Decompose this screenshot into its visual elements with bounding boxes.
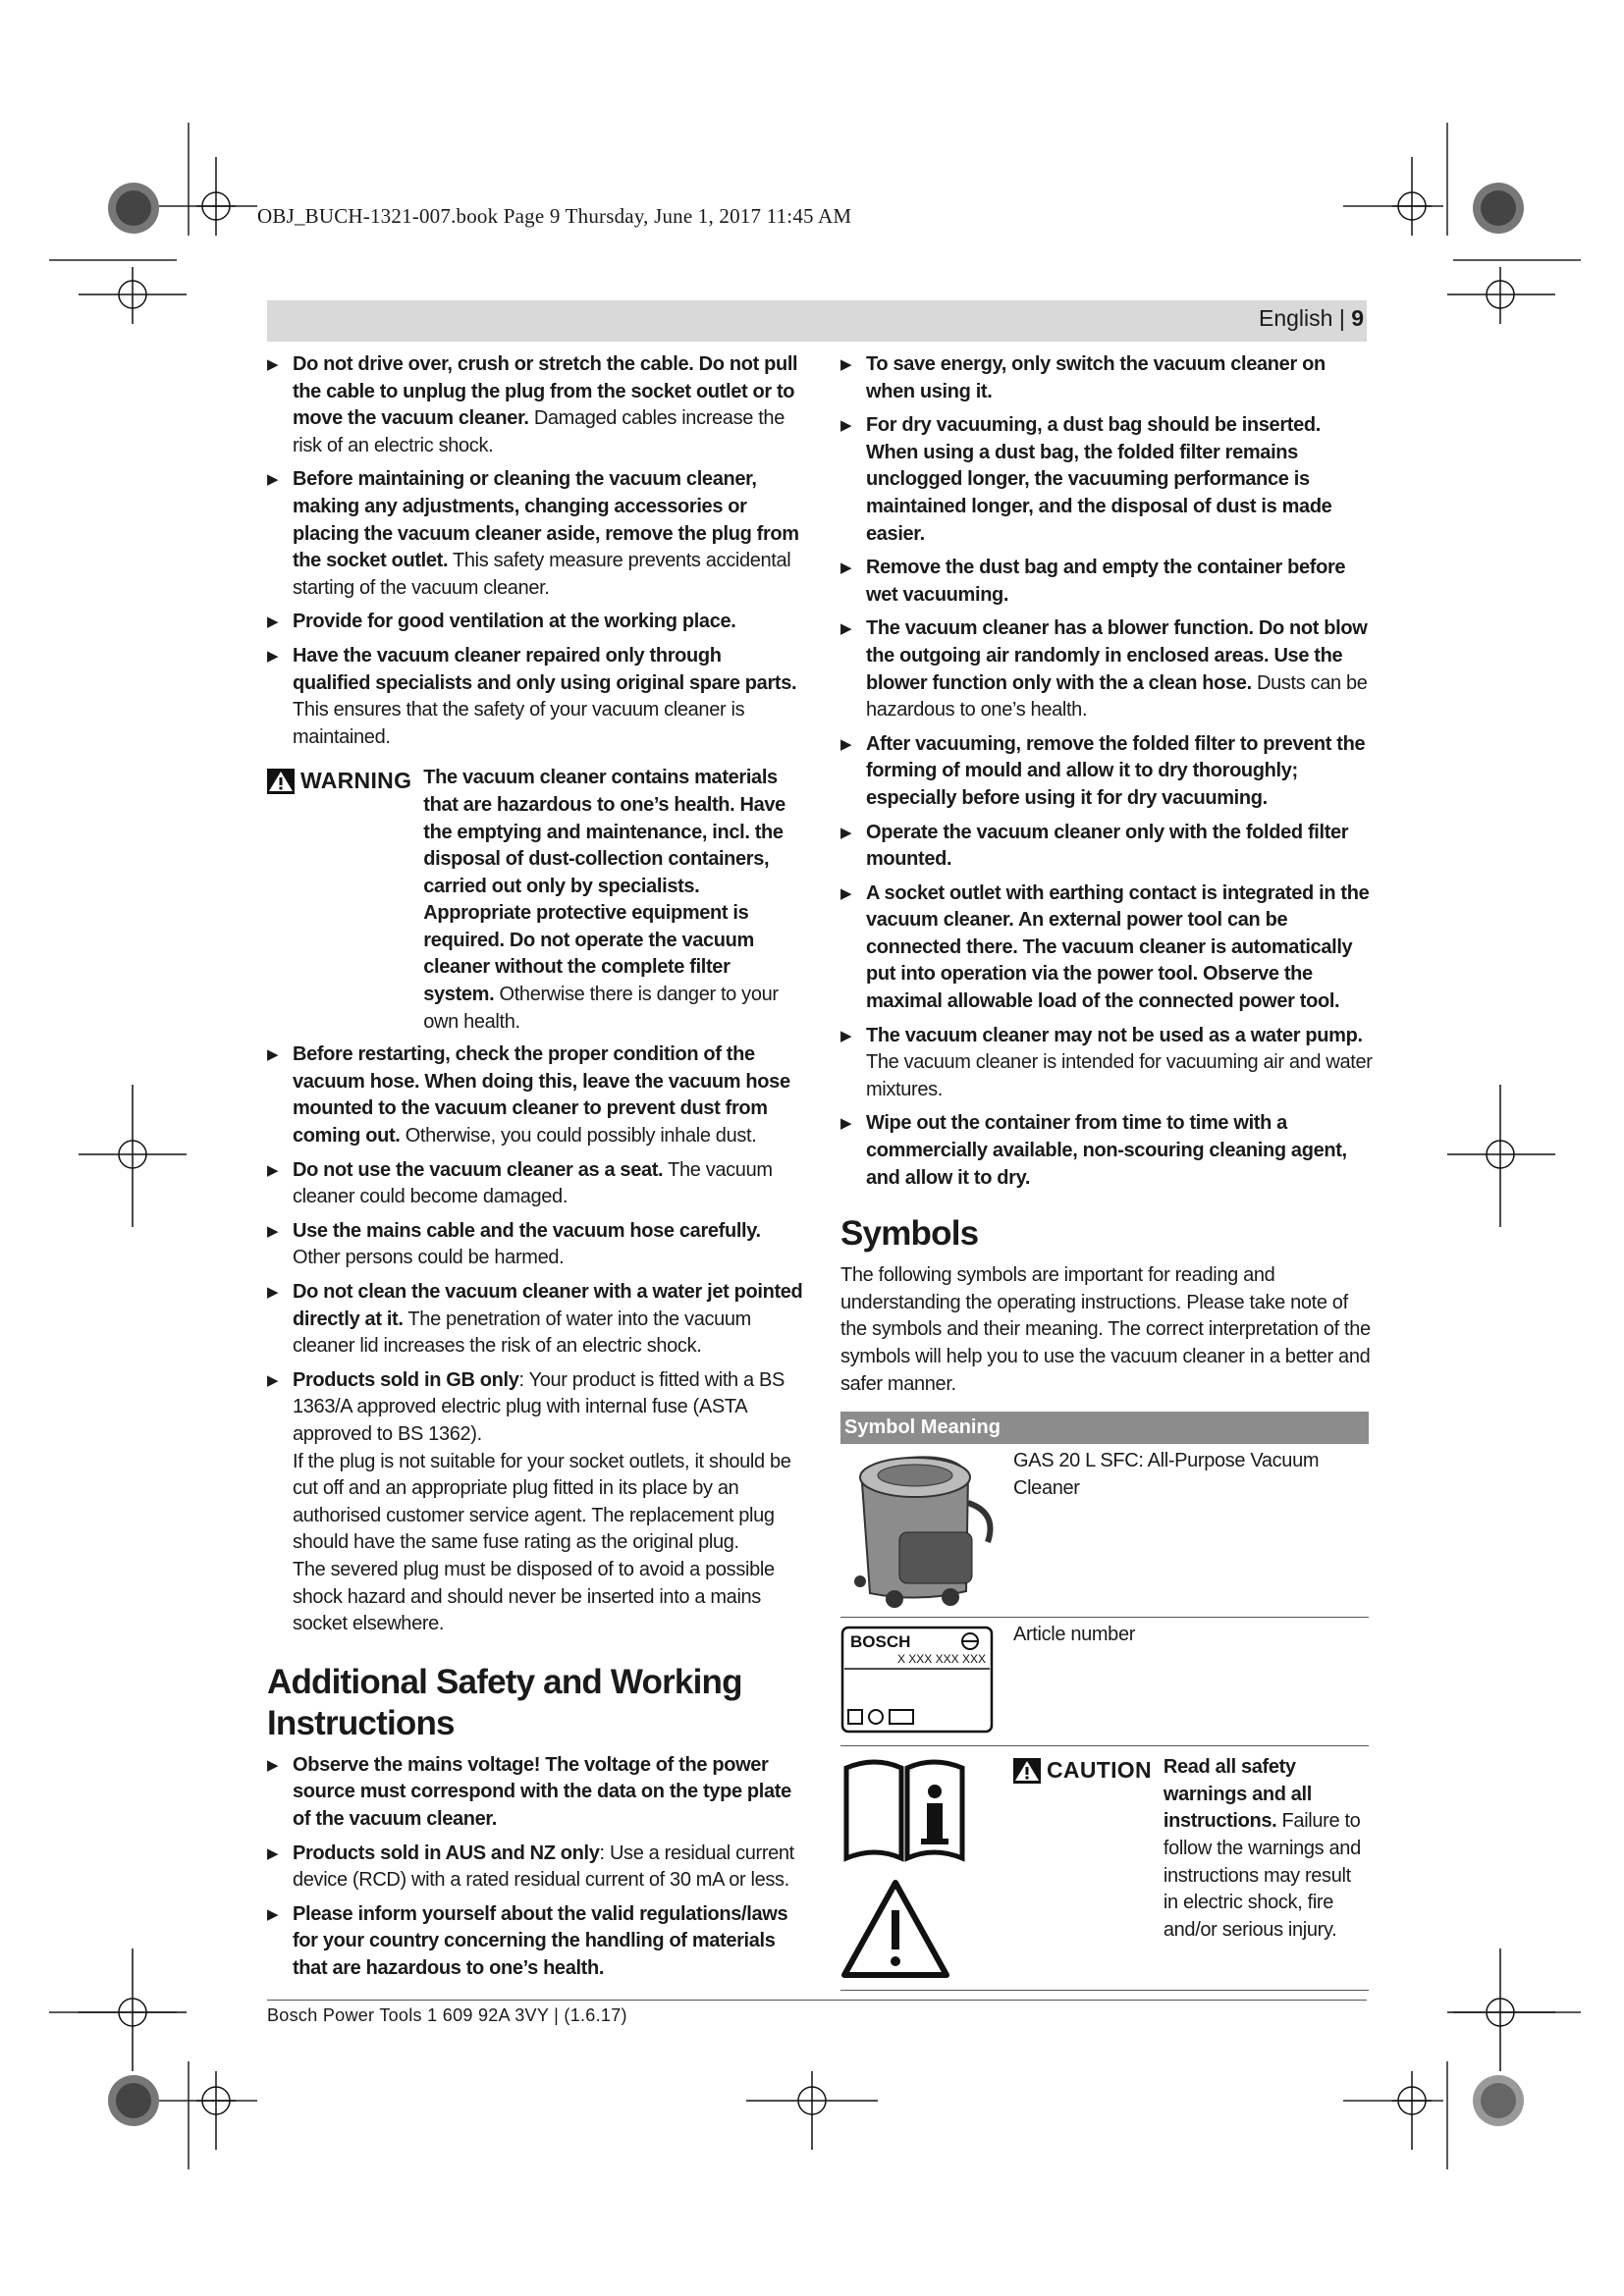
- bullet-triangle-icon: ▶: [267, 1371, 279, 1389]
- symbol-meaning-article: Article number: [1013, 1624, 1136, 1646]
- bullet-triangle-icon: ▶: [840, 560, 852, 577]
- bullet-triangle-icon: ▶: [840, 884, 852, 902]
- read-manual-icon: [840, 1756, 968, 1864]
- caution-triangle-icon: [1013, 1758, 1041, 1784]
- safety-b-item: [267, 1157, 803, 1211]
- bullet-triangle-icon: ▶: [267, 471, 279, 489]
- safety-list-right: [840, 351, 1373, 1192]
- item-bold-text: Do not clean the vacuum cleaner with a water jet pointed directly at it.: [293, 1281, 803, 1330]
- header-separator: |: [1332, 305, 1352, 331]
- safety-c-item: [267, 1752, 803, 1834]
- item-bold-text: After vacuuming, remove the folded filter to prevent the forming of mould and allow it to dry thoroughly; especially before using it for dry vacuuming.: [866, 732, 1366, 809]
- page-number: 9: [1351, 305, 1364, 331]
- caution-label: CAUTION: [1013, 1757, 1152, 1785]
- safety-c-item: [267, 1901, 803, 1983]
- section-title-additional-safety: Additional Safety and Working Instructions: [267, 1662, 742, 1742]
- item-text: Other persons could be harmed.: [293, 1247, 565, 1269]
- safety-right-item: [840, 820, 1373, 874]
- item-bold-text: For dry vacuuming, a dust bag should be inserted. When using a dust bag, the folded filter remains unclogged longer, the vacuuming performance is maintained longer, and the disposal of dust is made easier.: [866, 414, 1332, 545]
- symbol-row-article-number: [840, 1618, 1369, 1746]
- bullet-triangle-icon: ▶: [267, 1756, 279, 1774]
- vacuum-cleaner-icon: [840, 1444, 1007, 1613]
- safety-right-item: [840, 731, 1373, 813]
- item-bold-text: Remove the dust bag and empty the container before wet vacuuming.: [866, 557, 1346, 606]
- safety-a-item: [267, 466, 803, 602]
- print-slug: OBJ_BUCH-1321-007.book Page 9 Thursday, June 1, 2017 11:45 AM: [257, 204, 852, 228]
- item-bold-text: Before restarting, check the proper condition of the vacuum hose. When doing this, leave the vacuum hose mounted to the vacuum cleaner to prevent dust from coming out.: [293, 1043, 790, 1148]
- safety-right-item: [840, 615, 1373, 723]
- bullet-triangle-icon: ▶: [840, 824, 852, 841]
- safety-a-item: [267, 351, 803, 459]
- right-column: [840, 351, 1373, 1991]
- symbols-intro: The following symbols are important for reading and understanding the operating instructions. Please take note of the symbols and their meaning. The correct interpretation of the symbols will help you to use the vacuum cleaner in a better and safer manner.: [840, 1264, 1371, 1395]
- item-text: : Use a residual current device (RCD) with a rated residual current of 30 mA or less.: [293, 1842, 794, 1892]
- bullet-triangle-icon: ▶: [267, 1046, 279, 1064]
- safety-right-item: [840, 351, 1373, 405]
- item-bold-text: Do not use the vacuum cleaner as a seat.: [293, 1158, 664, 1181]
- item-bold-text: Have the vacuum cleaner repaired only through qualified specialists and only using original spare parts.: [293, 644, 797, 694]
- item-text: The penetration of water into the vacuum cleaner lid increases the risk of an electric shock.: [293, 1308, 751, 1358]
- safety-b-item: [267, 1218, 803, 1272]
- safety-right-item: [840, 1110, 1373, 1192]
- bullet-triangle-icon: ▶: [840, 1027, 852, 1044]
- type-plate-icon: [840, 1626, 996, 1735]
- item-bold-text: Wipe out the container from time to time with a commercially available, non-scouring cleaning agent, and allow it to dry.: [866, 1112, 1347, 1189]
- bullet-triangle-icon: ▶: [267, 1844, 279, 1862]
- left-column: [267, 351, 803, 1989]
- safety-b-item: [267, 1279, 803, 1361]
- item-text: The vacuum cleaner is intended for vacuuming air and water mixtures.: [866, 1051, 1373, 1100]
- item-extra-paragraph: The severed plug must be disposed of to avoid a possible shock hazard and should never be inserted into a mains socket elsewhere.: [293, 1558, 775, 1635]
- symbol-row-caution: [840, 1746, 1369, 1991]
- type-plate-number: X XXX XXX XXX: [896, 1652, 986, 1667]
- safety-right-item: [840, 881, 1373, 1016]
- safety-a-item: [267, 643, 803, 751]
- bullet-triangle-icon: ▶: [267, 1222, 279, 1240]
- page-header: [1259, 305, 1364, 332]
- item-bold-text: Do not drive over, crush or stretch the cable. Do not pull the cable to unplug the plug from the socket outlet or to move the vacuum cleaner.: [293, 353, 798, 430]
- item-bold-text: Operate the vacuum cleaner only with the folded filter mounted.: [866, 821, 1349, 871]
- item-bold-text: Use the mains cable and the vacuum hose carefully.: [293, 1219, 761, 1242]
- safety-list-c: [267, 1752, 803, 1983]
- safety-a-item: [267, 609, 803, 636]
- warning-symbol-icon: [840, 1877, 968, 1985]
- safety-b-item: [267, 1041, 803, 1149]
- safety-list-b: [267, 1041, 803, 1637]
- item-bold-text: The vacuum cleaner has a blower function. Do not blow the outgoing air randomly in enclosed areas. Use the blower function only with the a clean hose.: [866, 617, 1368, 694]
- bullet-triangle-icon: ▶: [267, 647, 279, 665]
- warning-block: [267, 765, 803, 1036]
- item-text: Otherwise, you could possibly inhale dust.: [400, 1125, 757, 1148]
- bullet-triangle-icon: ▶: [267, 614, 279, 631]
- warning-text: Otherwise there is danger to your own health.: [423, 984, 779, 1033]
- item-text: This safety measure prevents accidental starting of the vacuum cleaner.: [293, 550, 791, 599]
- caution-bold-text: Read all safety warnings and all instructions.: [1163, 1756, 1312, 1833]
- bullet-triangle-icon: ▶: [840, 620, 852, 638]
- item-bold-text: Products sold in AUS and NZ only: [293, 1842, 600, 1864]
- item-bold-text: Observe the mains voltage! The voltage of the power source must correspond with the data on the type plate of the vacuum cleaner.: [293, 1753, 791, 1830]
- type-plate-brand: BOSCH: [850, 1632, 911, 1652]
- item-bold-text: To save energy, only switch the vacuum cleaner on when using it.: [866, 353, 1326, 402]
- caution-text: Failure to follow the warnings and instructions may result in electric shock, fire and/or serious injury.: [1163, 1810, 1361, 1941]
- page-footer: Bosch Power Tools 1 609 92A 3VY | (1.6.17): [267, 2005, 627, 2025]
- safety-b-item: [267, 1367, 803, 1638]
- item-bold-text: Before maintaining or cleaning the vacuum cleaner, making any adjustments, changing accessories or placing the vacuum cleaner aside, remove the plug from the socket outlet.: [293, 468, 799, 572]
- item-extra-paragraph: If the plug is not suitable for your socket outlets, it should be cut off and an appropriate plug fitted in its place by an authorised customer service agent. The replacement plug should have the same fuse rating as the original plug.: [293, 1450, 791, 1554]
- warning-label: WARNING: [267, 768, 411, 795]
- safety-right-item: [840, 1023, 1373, 1104]
- safety-right-item: [840, 555, 1373, 609]
- item-bold-text: The vacuum cleaner may not be used as a water pump.: [866, 1024, 1363, 1046]
- safety-list-a: [267, 351, 803, 751]
- item-bold-text: Provide for good ventilation at the working place.: [293, 611, 736, 633]
- bullet-triangle-icon: ▶: [840, 356, 852, 373]
- bullet-triangle-icon: ▶: [267, 1161, 279, 1179]
- item-text: This ensures that the safety of your vacuum cleaner is maintained.: [293, 699, 745, 748]
- bullet-triangle-icon: ▶: [267, 1284, 279, 1301]
- item-bold-text: Products sold in GB only: [293, 1368, 519, 1391]
- item-text: : Your product is fitted with a BS 1363/A approved electric plug with internal fuse (ASTA approved to BS 1362).: [293, 1368, 785, 1445]
- item-text: The vacuum cleaner could become damaged.: [293, 1158, 773, 1208]
- symbol-meaning-vacuum: GAS 20 L SFC: All-Purpose Vacuum Cleaner: [1013, 1450, 1320, 1499]
- warning-bold-text: The vacuum cleaner contains materials that are hazardous to one’s health. Have the emptying and maintenance, incl. the disposal of dust-collection containers, carried out only by specialists. Appropriate protective equipment is required. Do not operate the vacuum cleaner without the complete filter system.: [423, 767, 785, 1006]
- item-bold-text: A socket outlet with earthing contact is integrated in the vacuum cleaner. An external power tool can be connected there. The vacuum cleaner is automatically put into operation via the power tool. Observe the maximal allowable load of the connected power tool.: [866, 881, 1370, 1013]
- section-title-symbols: Symbols: [840, 1214, 979, 1254]
- header-language: English: [1259, 305, 1333, 331]
- bullet-triangle-icon: ▶: [267, 356, 279, 373]
- item-text: Dusts can be hazardous to one’s health.: [866, 671, 1368, 721]
- bullet-triangle-icon: ▶: [267, 1905, 279, 1923]
- safety-c-item: [267, 1841, 803, 1895]
- header-bar: [267, 300, 1367, 342]
- item-bold-text: Please inform yourself about the valid regulations/laws for your country concerning the handling of materials that are hazardous to one’s health.: [293, 1902, 788, 1979]
- symbol-row-vacuum: [840, 1444, 1369, 1618]
- footer-rule: [267, 2000, 1367, 2001]
- safety-right-item: [840, 412, 1373, 548]
- bullet-triangle-icon: ▶: [840, 1115, 852, 1133]
- item-text: Damaged cables increase the risk of an electric shock.: [293, 407, 785, 456]
- symbol-table-header: Symbol Meaning: [840, 1412, 1369, 1444]
- warning-triangle-icon: [267, 769, 295, 794]
- bullet-triangle-icon: ▶: [840, 417, 852, 435]
- bullet-triangle-icon: ▶: [840, 735, 852, 753]
- symbol-table: [840, 1412, 1369, 1991]
